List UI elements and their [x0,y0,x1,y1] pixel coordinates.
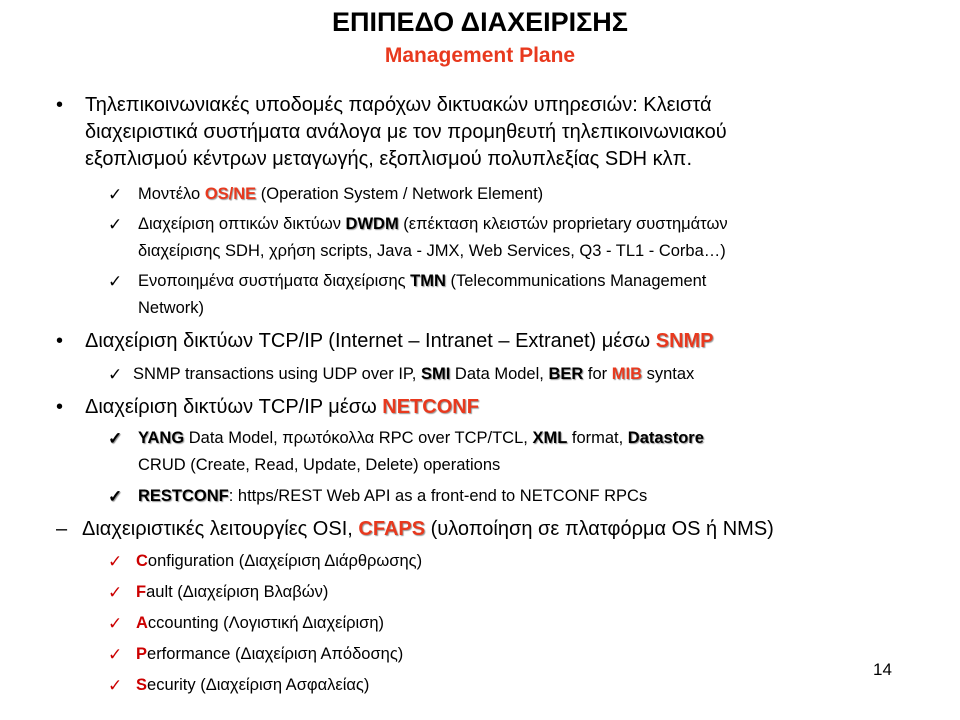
bullet2-sub1: SNMP transactions using UDP over IP, SMI Data Model, BER for MIB syntax [133,365,695,383]
check-icon: ✓ [108,614,123,633]
check-icon: ✓ [108,429,123,448]
bullet3-line: Διαχείριση δικτύων TCP/IP μέσω NETCONF [85,396,479,418]
keyword-mib: MIB [611,365,642,383]
bullet-icon: • [56,94,64,116]
keyword-tmn: TMN [410,272,446,290]
dash-icon: – [56,518,68,540]
check-icon: ✓ [108,583,123,602]
keyword-dwdm: DWDM [345,215,399,233]
bullet3-sub1: YANG Data Model, πρωτόκολλα RPC over TCP/TCL, XML format, Datastore [138,429,704,447]
bullet1-sub2-line2: διαχείρισης SDH, χρήση scripts, Java - JMX, Web Services, Q3 - TL1 - Corba…) [138,242,726,260]
keyword-datastore: Datastore [627,429,704,447]
bullet-icon: • [56,396,64,418]
check-icon: ✓ [108,487,123,506]
keyword-snmp: SNMP [655,330,714,352]
cfaps-item-security: Security (Διαχείριση Ασφαλείας) [136,676,370,694]
bullet1-sub3-line2: Network) [138,299,205,317]
check-icon: ✓ [108,645,123,664]
bullet1-line3: εξοπλισμού κέντρων μεταγωγής, εξοπλισμού πολυπλεξίας SDH κλπ. [85,148,693,170]
bullet1-sub2: Διαχείριση οπτικών δικτύων DWDM (επέκταση κλειστών proprietary συστημάτων [138,215,728,233]
cfaps-item-performance: Performance (Διαχείριση Απόδοσης) [136,645,404,663]
slide-title: ΕΠΙΠΕΔΟ ΔΙΑΧΕΙΡΙΣΗΣ [331,7,629,37]
keyword-smi: SMI [420,365,451,383]
check-icon: ✓ [108,365,123,384]
bullet2-line: Διαχείριση δικτύων TCP/IP (Internet – Intranet – Extranet) μέσω SNMP [85,330,714,352]
bullet3-sub1-line2: CRUD (Create, Read, Update, Delete) operations [138,456,501,474]
bullet-icon: • [56,330,64,352]
bullet1-line1: Τηλεπικοινωνιακές υποδομές παρόχων δικτυακών υπηρεσιών: Κλειστά [85,94,712,116]
cfaps-item-accounting: Accounting (Λογιστική Διαχείριση) [136,614,385,632]
keyword-cfaps: CFAPS [358,518,426,540]
bullet1-sub3: Ενοποιημένα συστήματα διαχείρισης TMN (Telecommunications Management [138,272,707,290]
bullet1-sub1: Μοντέλο OS/NE (Operation System / Network Element) [138,185,544,203]
cfaps-item-fault: Fault (Διαχείριση Βλαβών) [136,583,329,601]
check-icon: ✓ [108,272,123,291]
keyword-netconf: NETCONF [382,396,479,418]
keyword-yang: YANG [138,429,185,447]
check-icon: ✓ [108,676,123,695]
page-number: 14 [873,660,892,679]
check-icon: ✓ [108,552,123,571]
dash-line: Διαχειριστικές λειτουργίες OSI, CFAPS (υλοποίηση σε πλατφόρμα OS ή NMS) [82,518,774,540]
bullet3-sub2: RESTCONF: https/REST Web API as a front-end to NETCONF RPCs [138,487,648,505]
keyword-ber: BER [548,365,584,383]
keyword-xml: XML [532,429,568,447]
cfaps-item-configuration: Configuration (Διαχείριση Διάρθρωσης) [136,552,423,570]
check-icon: ✓ [108,215,123,234]
keyword-osne: OS/NE [204,185,257,203]
slide-subtitle: Management Plane [384,44,576,67]
check-icon: ✓ [108,185,123,204]
bullet1-line2: διαχειριστικά συστήματα ανάλογα με τον προμηθευτή τηλεπικοινωνιακού [85,121,727,143]
keyword-restconf: RESTCONF [138,487,229,505]
